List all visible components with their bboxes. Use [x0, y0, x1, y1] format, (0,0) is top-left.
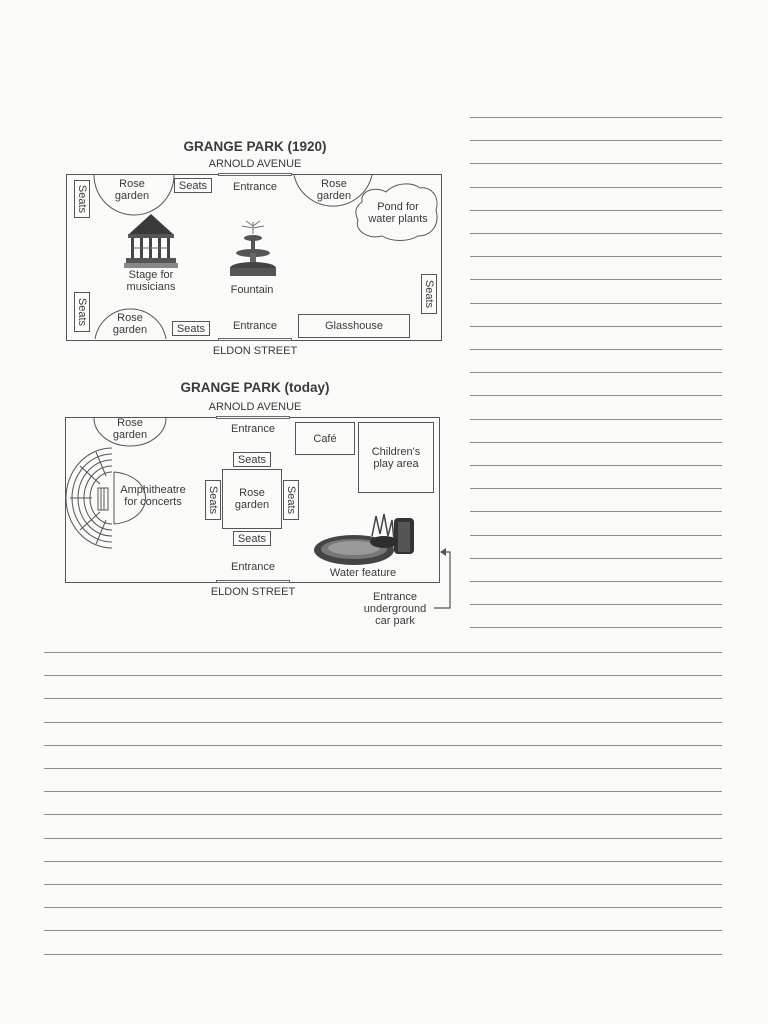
writing-line — [470, 117, 722, 118]
writing-line — [470, 511, 722, 512]
writing-line — [44, 652, 722, 653]
writing-line — [470, 465, 722, 466]
writing-line — [44, 698, 722, 699]
writing-line — [44, 675, 722, 676]
map-today-entrance-gap-top — [216, 416, 290, 419]
writing-line — [470, 326, 722, 327]
writing-line — [470, 140, 722, 141]
map-today-title: GRANGE PARK (today) — [180, 380, 330, 395]
map-1920-seats-left-bottom: Seats — [74, 292, 90, 332]
writing-line — [470, 187, 722, 188]
map-1920-seats-top: Seats — [174, 178, 212, 193]
writing-line — [44, 768, 722, 769]
map-today-water-feature: Water feature — [329, 567, 397, 579]
map-1920-rose-garden-nw: Rose garden — [114, 178, 150, 202]
writing-line — [470, 395, 722, 396]
map-1920-fountain-icon — [228, 220, 278, 280]
writing-line — [44, 814, 722, 815]
map-1920-rose-garden-ne: Rose garden — [316, 178, 352, 202]
map-1920-pond: Pond for water plants — [368, 201, 428, 225]
map-1920-stage-icon — [124, 212, 178, 270]
writing-line — [470, 279, 722, 280]
map-1920-title: GRANGE PARK (1920) — [183, 139, 327, 154]
map-today-water-feature-icon — [312, 512, 420, 568]
writing-line — [470, 535, 722, 536]
writing-line — [470, 419, 722, 420]
writing-line — [470, 163, 722, 164]
writing-line — [470, 558, 722, 559]
writing-line — [470, 604, 722, 605]
writing-line — [44, 722, 722, 723]
map-1920-entrance-bottom: Entrance — [232, 320, 278, 332]
map-today-rose-garden-nw: Rose garden — [112, 417, 148, 441]
writing-line — [470, 581, 722, 582]
writing-line — [44, 884, 722, 885]
writing-line — [44, 838, 722, 839]
map-today-cafe: Café — [295, 422, 355, 455]
writing-line — [470, 627, 722, 628]
writing-line — [470, 442, 722, 443]
map-1920-entrance-gap-top — [218, 173, 292, 176]
writing-line — [44, 861, 722, 862]
map-1920-seats-bottom: Seats — [172, 321, 210, 336]
map-1920-stage: Stage for musicians — [126, 269, 176, 293]
map-today-entrance-gap-bottom — [216, 580, 290, 583]
map-today-entrance-bottom: Entrance — [230, 561, 276, 573]
map-1920-entrance-gap-bottom — [218, 338, 292, 341]
writing-line — [470, 372, 722, 373]
map-today-north-road: ARNOLD AVENUE — [208, 401, 302, 413]
writing-line — [44, 791, 722, 792]
map-today-entrance-top: Entrance — [230, 423, 276, 435]
map-today-play-area: Children's play area — [358, 422, 434, 493]
writing-line — [470, 210, 722, 211]
map-today-amphitheatre: Amphitheatre for concerts — [120, 484, 186, 508]
writing-line — [44, 907, 722, 908]
map-today-seats-left: Seats — [205, 480, 221, 520]
map-1920-south-road: ELDON STREET — [212, 345, 298, 357]
writing-line — [44, 954, 722, 955]
map-today-rose-garden-center: Rose garden — [222, 469, 282, 529]
map-1920-glasshouse: Glasshouse — [298, 314, 410, 338]
writing-line — [470, 233, 722, 234]
map-today-car-park-entrance: Entrance underground car park — [363, 591, 427, 627]
map-1920-fountain: Fountain — [230, 284, 274, 296]
writing-line — [470, 488, 722, 489]
writing-line — [44, 930, 722, 931]
map-today-seats-top: Seats — [233, 452, 271, 467]
writing-line — [470, 349, 722, 350]
map-today-seats-right: Seats — [283, 480, 299, 520]
map-1920-north-road: ARNOLD AVENUE — [208, 158, 302, 170]
map-today-south-road: ELDON STREET — [210, 586, 296, 598]
map-today-seats-bottom: Seats — [233, 531, 271, 546]
writing-line — [470, 303, 722, 304]
map-1920-seats-right: Seats — [421, 274, 437, 314]
map-1920-seats-left-top: Seats — [74, 180, 90, 218]
writing-line — [470, 256, 722, 257]
map-1920-entrance-top: Entrance — [232, 181, 278, 193]
writing-line — [44, 745, 722, 746]
map-1920-rose-garden-sw: Rose garden — [112, 312, 148, 336]
